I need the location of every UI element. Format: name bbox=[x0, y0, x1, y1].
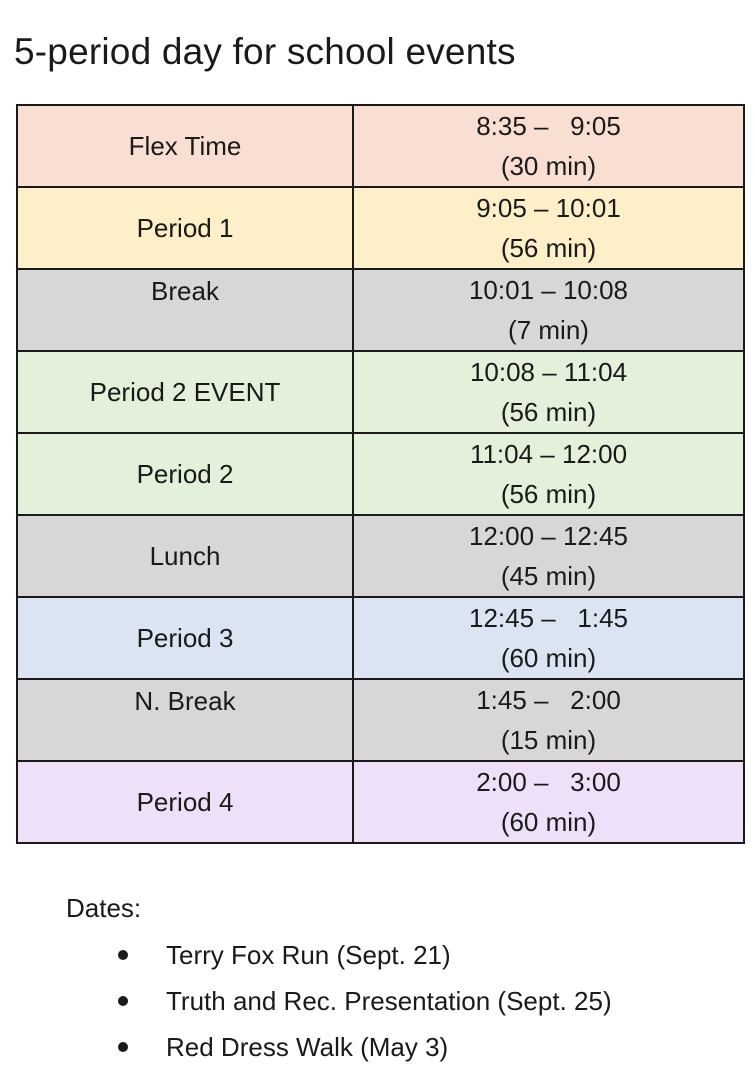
period-name: Break bbox=[151, 276, 219, 306]
period-time: 10:08 – 11:04 bbox=[469, 357, 628, 387]
bullet-icon bbox=[118, 996, 128, 1006]
schedule-row bbox=[17, 597, 744, 679]
period-name: Period 2 EVENT bbox=[89, 377, 281, 407]
date-item-text: Truth and Rec. Presentation (Sept. 25) bbox=[166, 986, 612, 1016]
period-name-cell bbox=[17, 105, 353, 187]
period-time: 11:04 – 12:00 bbox=[469, 439, 628, 469]
period-duration: (60 min) bbox=[500, 643, 597, 673]
schedule-row bbox=[17, 351, 744, 433]
schedule-row bbox=[17, 679, 744, 761]
dates-section bbox=[66, 888, 612, 1070]
period-name: Lunch bbox=[149, 541, 221, 571]
period-name: Period 1 bbox=[136, 213, 234, 243]
period-time-cell bbox=[353, 269, 744, 351]
period-time: 10:01 – 10:08 bbox=[468, 275, 629, 305]
period-name: N. Break bbox=[134, 686, 236, 716]
period-name: Flex Time bbox=[128, 131, 242, 161]
period-duration: (7 min) bbox=[508, 315, 589, 345]
bullet-icon bbox=[118, 950, 128, 960]
period-time-cell bbox=[353, 351, 744, 433]
period-name-cell bbox=[17, 761, 353, 843]
list-item bbox=[66, 1024, 612, 1070]
period-duration: (30 min) bbox=[500, 151, 597, 181]
period-time: 12:45 – 1:45 bbox=[468, 603, 629, 633]
dates-list bbox=[66, 932, 612, 1070]
schedule-table bbox=[16, 104, 745, 844]
period-time-cell bbox=[353, 187, 744, 269]
date-item-text: Terry Fox Run (Sept. 21) bbox=[166, 940, 451, 970]
period-time: 9:05 – 10:01 bbox=[476, 193, 621, 223]
page-title: 5-period day for school events bbox=[14, 31, 516, 72]
bullet-icon bbox=[118, 1042, 128, 1052]
list-item bbox=[66, 978, 612, 1024]
period-name-cell bbox=[17, 269, 353, 351]
period-time-cell bbox=[353, 105, 744, 187]
period-duration: (60 min) bbox=[500, 807, 597, 837]
period-duration: (15 min) bbox=[500, 725, 597, 755]
period-time-cell bbox=[353, 597, 744, 679]
period-name-cell bbox=[17, 679, 353, 761]
schedule-row bbox=[17, 269, 744, 351]
date-item-text: Red Dress Walk (May 3) bbox=[166, 1032, 449, 1062]
schedule-row bbox=[17, 515, 744, 597]
schedule-row bbox=[17, 433, 744, 515]
period-name-cell bbox=[17, 515, 353, 597]
period-duration: (56 min) bbox=[500, 233, 597, 263]
period-time: 12:00 – 12:45 bbox=[468, 521, 629, 551]
period-duration: (56 min) bbox=[500, 479, 597, 509]
schedule-row bbox=[17, 187, 744, 269]
period-name: Period 2 bbox=[136, 459, 234, 489]
period-time-cell bbox=[353, 679, 744, 761]
period-name-cell bbox=[17, 433, 353, 515]
period-name: Period 4 bbox=[136, 787, 234, 817]
period-duration: (56 min) bbox=[500, 397, 597, 427]
period-time: 8:35 – 9:05 bbox=[476, 111, 621, 141]
period-time-cell bbox=[353, 515, 744, 597]
dates-label: Dates: bbox=[66, 893, 142, 923]
period-name-cell bbox=[17, 187, 353, 269]
period-time: 2:00 – 3:00 bbox=[476, 767, 621, 797]
schedule-row bbox=[17, 761, 744, 843]
period-name-cell bbox=[17, 351, 353, 433]
period-duration: (45 min) bbox=[500, 561, 597, 591]
schedule-row bbox=[17, 105, 744, 187]
period-time: 1:45 – 2:00 bbox=[476, 685, 621, 715]
period-time-cell bbox=[353, 761, 744, 843]
period-name-cell bbox=[17, 597, 353, 679]
period-name: Period 3 bbox=[136, 623, 234, 653]
period-time-cell bbox=[353, 433, 744, 515]
list-item bbox=[66, 932, 612, 978]
